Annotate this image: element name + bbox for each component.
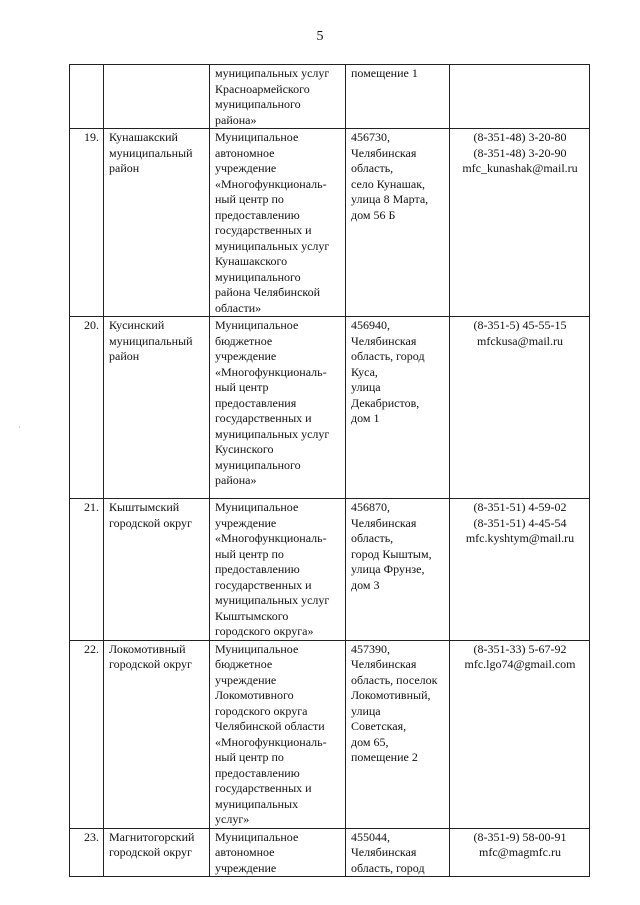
address-cell: помещение 1 <box>346 65 450 129</box>
row-number: 19. <box>70 129 104 317</box>
center-name-cell: Муниципальное бюджетное учреждение Локомотивного городского округа Челябинской области «Многофункциональ- ный центр по предоставлению государственных и муниципальных услуг» <box>210 640 346 828</box>
contacts-cell: (8-351-48) 3-20-80 (8-351-48) 3-20-90 mfc_kunashak@mail.ru <box>450 129 590 317</box>
mfc-table <box>69 64 590 877</box>
center-name-cell: Муниципальное бюджетное учреждение «Многофункциональ- ный центр предоставления государственных и муниципальных услуг Кусинского муниципального района» <box>210 317 346 499</box>
table-row <box>70 317 590 499</box>
row-number <box>70 65 104 129</box>
territory-cell: Кыштымский городской округ <box>104 499 210 641</box>
page-number: 5 <box>316 29 324 44</box>
row-number: 22. <box>70 640 104 828</box>
territory-cell: Магнитогорский городской округ <box>104 828 210 877</box>
center-name-cell: Муниципальное автономное учреждение «Многофункциональ- ный центр по предоставлению государственных и муниципальных услуг Кунашакского муниципального района Челябинской области» <box>210 129 346 317</box>
address-cell: 455044, Челябинская область, город <box>346 828 450 877</box>
contacts-cell: (8-351-5) 45-55-15 mfckusa@mail.ru <box>450 317 590 499</box>
center-name-cell: Муниципальное автономное учреждение <box>210 828 346 877</box>
table-row <box>70 828 590 877</box>
address-cell: 456940, Челябинская область, город Куса, улица Декабристов, дом 1 <box>346 317 450 499</box>
contacts-cell: (8-351-51) 4-59-02 (8-351-51) 4-45-54 mfc.kyshtym@mail.ru <box>450 499 590 641</box>
territory-cell: Кусинский муниципальный район <box>104 317 210 499</box>
row-number: 20. <box>70 317 104 499</box>
territory-cell <box>104 65 210 129</box>
table-row <box>70 129 590 317</box>
table-row <box>70 499 590 641</box>
center-name-cell: муниципальных услуг Красноармейского муниципального района» <box>210 65 346 129</box>
contacts-cell: (8-351-33) 5-67-92 mfc.lgo74@gmail.com <box>450 640 590 828</box>
margin-mark: · <box>18 423 21 432</box>
address-cell: 457390, Челябинская область, поселок Локомотивный, улица Советская, дом 65, помещение 2 <box>346 640 450 828</box>
table-row <box>70 640 590 828</box>
address-cell: 456870, Челябинская область, город Кыштым, улица Фрунзе, дом 3 <box>346 499 450 641</box>
contacts-cell: (8-351-9) 58-00-91 mfc@magmfc.ru <box>450 828 590 877</box>
table-row <box>70 65 590 129</box>
address-cell: 456730, Челябинская область, село Кунашак, улица 8 Марта, дом 56 Б <box>346 129 450 317</box>
contacts-cell <box>450 65 590 129</box>
row-number: 21. <box>70 499 104 641</box>
row-number: 23. <box>70 828 104 877</box>
territory-cell: Кунашакский муниципальный район <box>104 129 210 317</box>
territory-cell: Локомотивный городской округ <box>104 640 210 828</box>
center-name-cell: Муниципальное учреждение «Многофункциональ- ный центр по предоставлению государственных и муниципальных услуг Кыштымского городского округа» <box>210 499 346 641</box>
